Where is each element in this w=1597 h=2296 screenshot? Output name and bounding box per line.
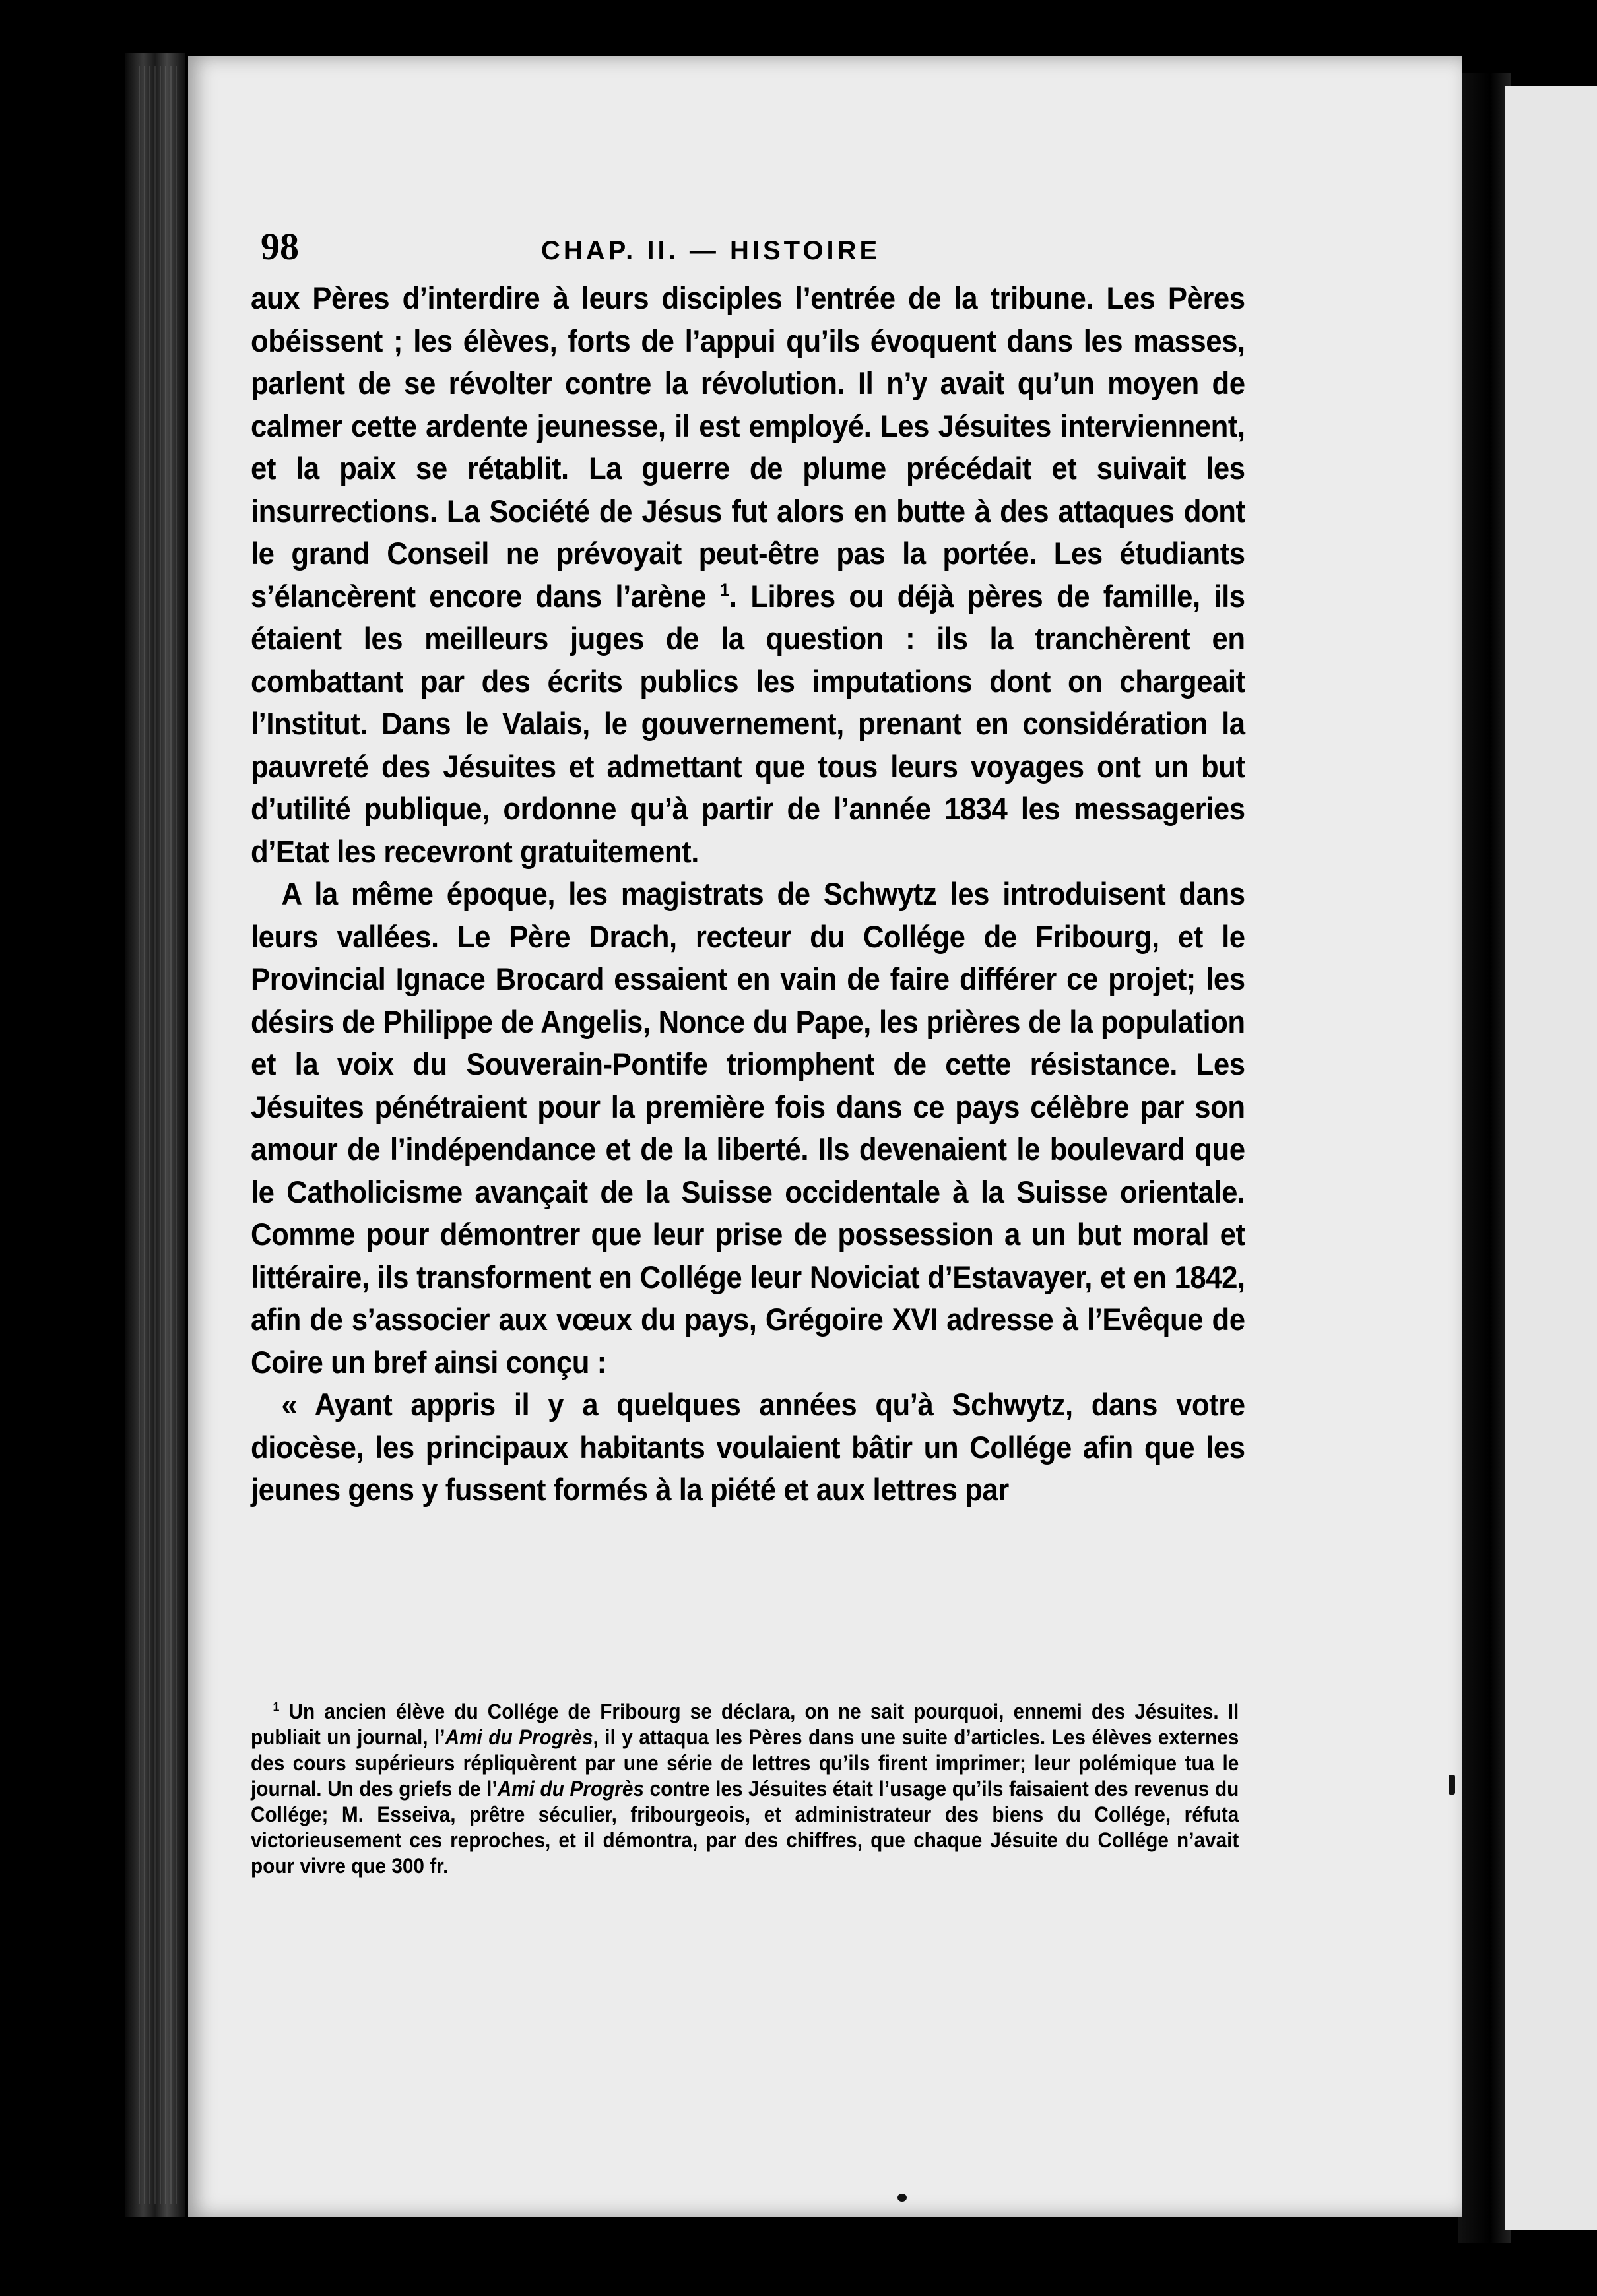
right-gutter <box>1458 73 1511 2243</box>
footnote-marker: 1 <box>273 1700 280 1715</box>
running-header: CHAP. II. — HISTOIRE <box>541 236 881 265</box>
paragraph-text: aux Pères d’interdire à leurs disciples l’entrée de la tribune. Les Pères obéissent ; les élèves, forts de l’appui qu’ils évoquent dans les masses, parlent de se révolter contre la révolution. Il n’y avait qu’un moyen de calmer cette ardente jeunesse, il est employé. Les Jésuites interviennent, et la paix se rétablit. La guerre de plume précédait et suivait les insurrections. La Société de Jésus fut alors en butte à des attaques dont le grand Conseil ne prévoyait peut-être pas la portée. Les étudiants s’élancèrent encore dans l’arène <box>251 280 1245 614</box>
main-text <box>251 277 1245 1512</box>
page-edges <box>139 66 178 2204</box>
footnote-reference: 1 <box>719 578 729 600</box>
quotation: « Ayant appris il y a quelques années qu’à Schwytz, dans votre diocèse, les principaux habitants voulaient bâtir un Collége afin que les jeunes gens y fussent formés à la piété et aux lettres par <box>251 1387 1245 1507</box>
scan-speck <box>897 2194 907 2202</box>
journal-title: Ami du Progrès <box>497 1777 644 1801</box>
paragraph <box>251 277 1245 873</box>
paragraph-text: . Libres ou déjà pères de famille, ils étaient les meilleurs juges de la question : ils la tranchèrent en combattant par des écrits publics les imputations dont on chargeait l’Institut. Dans le Valais, le gouvernement, prenant en considération la pauvreté des Jésuites et admettant que tous leurs voyages ont un but d’utilité publique, ordonne qu’à partir de l’année 1834 les messageries d’Etat les recevront gratuitement. <box>251 578 1245 869</box>
facing-page-edge <box>1505 86 1597 2230</box>
footnote <box>251 1699 1239 1879</box>
scan-speck <box>1449 1775 1455 1795</box>
paragraph: A la même époque, les magistrats de Schwytz les introduisent dans leurs vallées. Le Père Drach, recteur du Collége de Fribourg, et le Provincial Ignace Brocard essaient en vain de faire différer ce projet; les désirs de Philippe de Angelis, Nonce du Pape, les prières de la population et la voix du Souverain-Pontife triomphent de cette résistance. Les Jésuites pénétraient pour la première fois dans ce pays célèbre par son amour de l’indépendance et de la liberté. Ils devenaient le boulevard que le Catholicisme avançait de la Suisse occidentale à la Suisse orientale. Comme pour démontrer que leur prise de possession a un but moral et littéraire, ils transforment en Collége leur Noviciat d’Estavayer, et en 1842, afin de s’associer aux vœux du pays, Grégoire XVI adresse à l’Evêque de Coire un bref ainsi conçu : <box>251 876 1245 1380</box>
journal-title: Ami du Progrès <box>445 1725 593 1749</box>
footnote-text: $^1$ Un ancien élève du Collége de Fribourg se déclara, on ne sait pourquoi, ennemi des Jésuites. Il publiait un journal, l’Ami du Progrès, il y attaqua les Pères dans une suite d’articles. Les élèves externes des cours supérieurs répliquèrent par une série de lettres qu’ils firent imprimer; leur polémique tua le journal. Un des griefs de l’Ami du Progrès contre les Jésuites était l’usage qu’ils faisaient des revenus du Collége; M. Esseiva, prêtre séculier, fribourgeois, et administrateur des biens du Collége, réfuta victorieusement ces reproches, et il démontra, par des chiffres, que chaque Jésuite du Collége n’avait pour vivre que 300 fr. <box>251 1700 1239 1878</box>
page-number: 98 <box>261 225 299 268</box>
